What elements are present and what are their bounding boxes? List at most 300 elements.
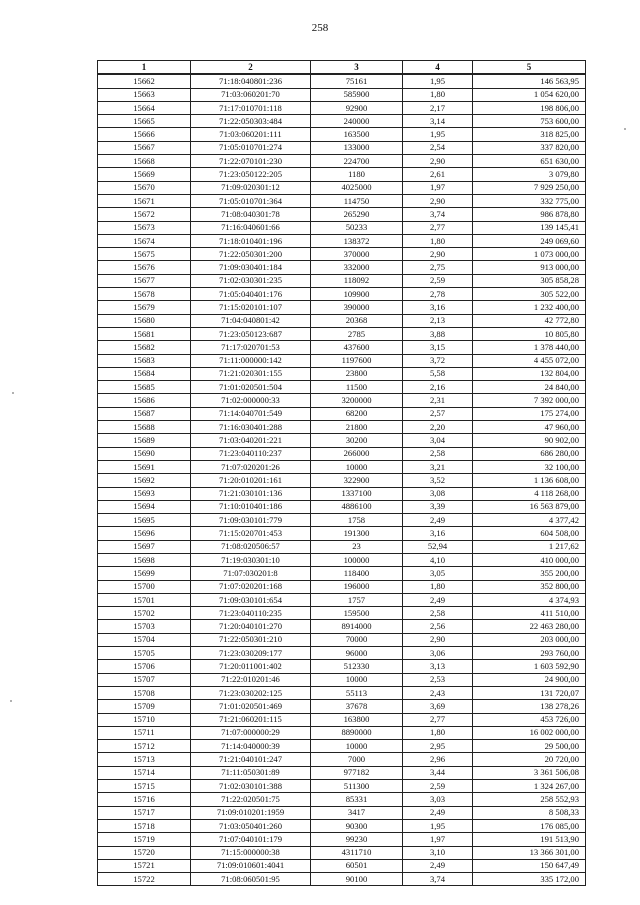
table-cell: 71:03:060201:70 — [191, 88, 311, 101]
table-cell: 1 378 440,00 — [473, 341, 586, 354]
table-cell: 71:21:040101:247 — [191, 753, 311, 766]
table-cell: 1758 — [311, 514, 403, 527]
table-cell: 3 361 506,08 — [473, 766, 586, 779]
table-cell: 332000 — [311, 261, 403, 274]
table-cell: 355 200,00 — [473, 567, 586, 580]
table-cell: 686 280,00 — [473, 447, 586, 460]
table-cell: 3,74 — [403, 873, 473, 886]
table-cell: 3,69 — [403, 700, 473, 713]
table-cell: 4 118 268,00 — [473, 487, 586, 500]
table-cell: 4 374,93 — [473, 593, 586, 606]
table-cell: 15684 — [98, 367, 191, 380]
table-cell: 52,94 — [403, 540, 473, 553]
table-row — [98, 647, 586, 660]
table-cell: 71:23:050123:687 — [191, 327, 311, 340]
table-cell: 42 772,80 — [473, 314, 586, 327]
table-cell: 71:02:000000:33 — [191, 394, 311, 407]
table-row — [98, 819, 586, 832]
table-cell: 3417 — [311, 806, 403, 819]
table-row — [98, 873, 586, 886]
table-header-row — [98, 61, 586, 75]
table-cell: 322900 — [311, 474, 403, 487]
table-cell: 977182 — [311, 766, 403, 779]
column-header: 4 — [403, 61, 473, 75]
table-cell: 71:15:000000:38 — [191, 846, 311, 859]
table-row — [98, 381, 586, 394]
table-cell: 3,08 — [403, 487, 473, 500]
table-cell: 3,03 — [403, 793, 473, 806]
table-cell: 15710 — [98, 713, 191, 726]
table-row — [98, 434, 586, 447]
table-cell: 15719 — [98, 833, 191, 846]
table-cell: 15683 — [98, 354, 191, 367]
table-cell: 266000 — [311, 447, 403, 460]
table-row — [98, 700, 586, 713]
table-row — [98, 713, 586, 726]
table-row — [98, 128, 586, 141]
table-cell: 8914000 — [311, 620, 403, 633]
table-cell: 71:11:050301:89 — [191, 766, 311, 779]
table-cell: 13 366 301,00 — [473, 846, 586, 859]
table-cell: 2,90 — [403, 194, 473, 207]
table-cell: 913 000,00 — [473, 261, 586, 274]
table-cell: 437600 — [311, 341, 403, 354]
table-cell: 71:07:020201:26 — [191, 460, 311, 473]
table-row — [98, 155, 586, 168]
table-cell: 71:19:030301:10 — [191, 553, 311, 566]
table-cell: 1757 — [311, 593, 403, 606]
table-cell: 71:02:030301:235 — [191, 274, 311, 287]
column-header: 1 — [98, 61, 191, 75]
table-row — [98, 274, 586, 287]
table-cell: 15709 — [98, 700, 191, 713]
table-cell: 15663 — [98, 88, 191, 101]
table-cell: 71:01:020501:469 — [191, 700, 311, 713]
table-cell: 20 720,00 — [473, 753, 586, 766]
table-cell: 71:07:020201:168 — [191, 580, 311, 593]
table-cell: 2,56 — [403, 620, 473, 633]
table-cell: 11500 — [311, 381, 403, 394]
table-cell: 15674 — [98, 234, 191, 247]
table-cell: 71:18:010401:196 — [191, 234, 311, 247]
table-cell: 71:22:050301:200 — [191, 248, 311, 261]
table-row — [98, 793, 586, 806]
table-cell: 1,97 — [403, 181, 473, 194]
table-row — [98, 806, 586, 819]
table-cell: 21800 — [311, 421, 403, 434]
table-cell: 2785 — [311, 327, 403, 340]
table-cell: 3,21 — [403, 460, 473, 473]
table-cell: 512330 — [311, 660, 403, 673]
table-cell: 15720 — [98, 846, 191, 859]
table-cell: 2,77 — [403, 221, 473, 234]
table-cell: 2,49 — [403, 514, 473, 527]
table-cell: 1197600 — [311, 354, 403, 367]
table-cell: 15685 — [98, 381, 191, 394]
table-cell: 71:15:020101:107 — [191, 301, 311, 314]
table-cell: 4025000 — [311, 181, 403, 194]
table-cell: 3,16 — [403, 301, 473, 314]
table-cell: 8 508,33 — [473, 806, 586, 819]
table-cell: 15715 — [98, 780, 191, 793]
table-cell: 92900 — [311, 101, 403, 114]
table-row — [98, 766, 586, 779]
table-row — [98, 620, 586, 633]
table-cell: 332 775,00 — [473, 194, 586, 207]
table-cell: 352 800,00 — [473, 580, 586, 593]
table-cell: 15718 — [98, 819, 191, 832]
table-cell: 71:04:040801:42 — [191, 314, 311, 327]
table-cell: 15687 — [98, 407, 191, 420]
table-cell: 3,39 — [403, 500, 473, 513]
table-cell: 71:09:010201:1959 — [191, 806, 311, 819]
table-cell: 410 000,00 — [473, 553, 586, 566]
table-cell: 4311710 — [311, 846, 403, 859]
table-cell: 15669 — [98, 168, 191, 181]
table-cell: 15670 — [98, 181, 191, 194]
table-row — [98, 580, 586, 593]
table-cell: 2,58 — [403, 447, 473, 460]
table-cell: 15696 — [98, 527, 191, 540]
table-cell: 15711 — [98, 726, 191, 739]
table-cell: 1 054 620,00 — [473, 88, 586, 101]
table-cell: 71:23:030202:125 — [191, 686, 311, 699]
table-cell: 71:08:020506:57 — [191, 540, 311, 553]
table-cell: 15676 — [98, 261, 191, 274]
table-row — [98, 593, 586, 606]
table-row — [98, 540, 586, 553]
table-body — [98, 74, 586, 886]
table-row — [98, 141, 586, 154]
table-row — [98, 447, 586, 460]
table-cell: 15693 — [98, 487, 191, 500]
table-cell: 224700 — [311, 155, 403, 168]
table-cell: 10000 — [311, 740, 403, 753]
table-cell: 15714 — [98, 766, 191, 779]
table-cell: 2,90 — [403, 633, 473, 646]
table-cell: 71:09:010601:4041 — [191, 859, 311, 872]
table-cell: 71:14:040000:39 — [191, 740, 311, 753]
table-row — [98, 660, 586, 673]
table-cell: 2,90 — [403, 248, 473, 261]
table-cell: 15703 — [98, 620, 191, 633]
table-cell: 2,59 — [403, 780, 473, 793]
table-cell: 71:23:040110:235 — [191, 607, 311, 620]
table-row — [98, 221, 586, 234]
table-cell: 71:07:040101:179 — [191, 833, 311, 846]
table-cell: 305 858,28 — [473, 274, 586, 287]
table-cell: 109900 — [311, 288, 403, 301]
table-row — [98, 194, 586, 207]
table-cell: 4,10 — [403, 553, 473, 566]
table-cell: 337 820,00 — [473, 141, 586, 154]
table-row — [98, 88, 586, 101]
table-cell: 60501 — [311, 859, 403, 872]
table-cell: 15700 — [98, 580, 191, 593]
table-cell: 24 840,00 — [473, 381, 586, 394]
table-cell: 2,20 — [403, 421, 473, 434]
table-cell: 15706 — [98, 660, 191, 673]
table-cell: 198 806,00 — [473, 101, 586, 114]
table-cell: 651 630,00 — [473, 155, 586, 168]
table-cell: 15691 — [98, 460, 191, 473]
table-cell: 71:21:020301:155 — [191, 367, 311, 380]
table-cell: 71:05:010701:274 — [191, 141, 311, 154]
table-row — [98, 514, 586, 527]
table-cell: 150 647,49 — [473, 859, 586, 872]
table-cell: 15721 — [98, 859, 191, 872]
table-row — [98, 686, 586, 699]
table-row — [98, 208, 586, 221]
table-cell: 753 600,00 — [473, 115, 586, 128]
table-row — [98, 248, 586, 261]
scan-speck — [12, 392, 14, 394]
table-cell: 15680 — [98, 314, 191, 327]
table-cell: 15665 — [98, 115, 191, 128]
table-cell: 10000 — [311, 460, 403, 473]
table-row — [98, 301, 586, 314]
table-cell: 139 145,41 — [473, 221, 586, 234]
table-cell: 71:05:040401:176 — [191, 288, 311, 301]
table-cell: 71:20:040101:270 — [191, 620, 311, 633]
table-cell: 15717 — [98, 806, 191, 819]
table-cell: 1,95 — [403, 128, 473, 141]
table-cell: 15695 — [98, 514, 191, 527]
table-row — [98, 833, 586, 846]
table-cell: 15722 — [98, 873, 191, 886]
table-cell: 2,96 — [403, 753, 473, 766]
table-cell: 118092 — [311, 274, 403, 287]
table-cell: 71:03:060201:111 — [191, 128, 311, 141]
table-cell: 2,49 — [403, 806, 473, 819]
table-cell: 71:03:050401:260 — [191, 819, 311, 832]
table-cell: 16 002 000,00 — [473, 726, 586, 739]
table-cell: 15697 — [98, 540, 191, 553]
table-row — [98, 846, 586, 859]
table-cell: 1,80 — [403, 580, 473, 593]
table-cell: 71:10:010401:186 — [191, 500, 311, 513]
table-cell: 305 522,00 — [473, 288, 586, 301]
table-row — [98, 74, 586, 88]
table-cell: 2,13 — [403, 314, 473, 327]
table-cell: 1337100 — [311, 487, 403, 500]
table-cell: 23 — [311, 540, 403, 553]
table-cell: 22 463 280,00 — [473, 620, 586, 633]
table-cell: 2,54 — [403, 141, 473, 154]
table-cell: 1,95 — [403, 819, 473, 832]
table-cell: 370000 — [311, 248, 403, 261]
table-cell: 133000 — [311, 141, 403, 154]
table-cell: 71:14:040701:549 — [191, 407, 311, 420]
table-cell: 70000 — [311, 633, 403, 646]
table-cell: 15678 — [98, 288, 191, 301]
table-cell: 1 073 000,00 — [473, 248, 586, 261]
table-cell: 138 278,26 — [473, 700, 586, 713]
table-cell: 71:11:000000:142 — [191, 354, 311, 367]
table-row — [98, 500, 586, 513]
table-row — [98, 115, 586, 128]
table-row — [98, 607, 586, 620]
table-row — [98, 327, 586, 340]
column-header: 3 — [311, 61, 403, 75]
table-cell: 7 392 000,00 — [473, 394, 586, 407]
table-cell: 8890000 — [311, 726, 403, 739]
table-cell: 2,61 — [403, 168, 473, 181]
table-row — [98, 394, 586, 407]
table-cell: 3,15 — [403, 341, 473, 354]
table-cell: 3,13 — [403, 660, 473, 673]
table-cell: 71:07:030201:8 — [191, 567, 311, 580]
table-cell: 24 900,00 — [473, 673, 586, 686]
column-header: 5 — [473, 61, 586, 75]
table-cell: 2,77 — [403, 713, 473, 726]
table-cell: 240000 — [311, 115, 403, 128]
table-cell: 71:17:010701:118 — [191, 101, 311, 114]
table-cell: 15682 — [98, 341, 191, 354]
table-cell: 15705 — [98, 647, 191, 660]
table-cell: 138372 — [311, 234, 403, 247]
table-row — [98, 474, 586, 487]
table-cell: 71:09:030401:184 — [191, 261, 311, 274]
table-cell: 90 902,00 — [473, 434, 586, 447]
table-cell: 15666 — [98, 128, 191, 141]
table-cell: 3,44 — [403, 766, 473, 779]
table-cell: 2,49 — [403, 593, 473, 606]
table-cell: 100000 — [311, 553, 403, 566]
table-cell: 15712 — [98, 740, 191, 753]
table-cell: 71:09:030101:654 — [191, 593, 311, 606]
table-cell: 1 324 267,00 — [473, 780, 586, 793]
table-cell: 2,58 — [403, 607, 473, 620]
table-cell: 132 804,00 — [473, 367, 586, 380]
table-cell: 131 720,07 — [473, 686, 586, 699]
table-row — [98, 101, 586, 114]
table-row — [98, 553, 586, 566]
table-cell: 3200000 — [311, 394, 403, 407]
table-cell: 2,59 — [403, 274, 473, 287]
table-cell: 1 603 592,90 — [473, 660, 586, 673]
table-cell: 71:22:050303:484 — [191, 115, 311, 128]
table-cell: 85331 — [311, 793, 403, 806]
table-cell: 15679 — [98, 301, 191, 314]
table-cell: 15686 — [98, 394, 191, 407]
table-row — [98, 341, 586, 354]
table-cell: 71:05:010701:364 — [191, 194, 311, 207]
table-cell: 15668 — [98, 155, 191, 168]
table-cell: 3,52 — [403, 474, 473, 487]
table-cell: 71:16:030401:288 — [191, 421, 311, 434]
table-cell: 1,80 — [403, 726, 473, 739]
table-row — [98, 181, 586, 194]
table-cell: 2,49 — [403, 859, 473, 872]
table-cell: 3,04 — [403, 434, 473, 447]
table-cell: 15662 — [98, 74, 191, 88]
table-cell: 55113 — [311, 686, 403, 699]
page-number: 258 — [311, 22, 329, 34]
table-cell: 159500 — [311, 607, 403, 620]
table-cell: 15708 — [98, 686, 191, 699]
table-cell: 16 563 879,00 — [473, 500, 586, 513]
table-cell: 75161 — [311, 74, 403, 88]
table-row — [98, 168, 586, 181]
table-cell: 71:22:020501:75 — [191, 793, 311, 806]
table-cell: 2,17 — [403, 101, 473, 114]
table-row — [98, 780, 586, 793]
table-cell: 15692 — [98, 474, 191, 487]
table-cell: 3,72 — [403, 354, 473, 367]
table-cell: 3,06 — [403, 647, 473, 660]
table-cell: 96000 — [311, 647, 403, 660]
table-cell: 2,16 — [403, 381, 473, 394]
table-cell: 453 726,00 — [473, 713, 586, 726]
table-cell: 71:21:060201:115 — [191, 713, 311, 726]
table-row — [98, 367, 586, 380]
table-row — [98, 314, 586, 327]
table-cell: 390000 — [311, 301, 403, 314]
table-cell: 3,05 — [403, 567, 473, 580]
table-cell: 71:23:040110:237 — [191, 447, 311, 460]
table-cell: 15701 — [98, 593, 191, 606]
table-cell: 2,75 — [403, 261, 473, 274]
table-cell: 15677 — [98, 274, 191, 287]
table-cell: 71:22:070101:230 — [191, 155, 311, 168]
table-cell: 71:22:010201:46 — [191, 673, 311, 686]
table-cell: 2,78 — [403, 288, 473, 301]
table-cell: 71:09:030101:779 — [191, 514, 311, 527]
table-cell: 68200 — [311, 407, 403, 420]
table-cell: 1,80 — [403, 234, 473, 247]
table-row — [98, 487, 586, 500]
table-cell: 23800 — [311, 367, 403, 380]
table-cell: 15704 — [98, 633, 191, 646]
table-cell: 511300 — [311, 780, 403, 793]
table-cell: 15675 — [98, 248, 191, 261]
table-cell: 99230 — [311, 833, 403, 846]
table-cell: 10 805,80 — [473, 327, 586, 340]
table-cell: 15664 — [98, 101, 191, 114]
table-row — [98, 354, 586, 367]
table-cell: 318 825,00 — [473, 128, 586, 141]
table-cell: 90300 — [311, 819, 403, 832]
table-cell: 114750 — [311, 194, 403, 207]
table-row — [98, 460, 586, 473]
table-cell: 15673 — [98, 221, 191, 234]
table-cell: 71:09:020301:12 — [191, 181, 311, 194]
table-cell: 15713 — [98, 753, 191, 766]
table-cell: 3,88 — [403, 327, 473, 340]
table-cell: 29 500,00 — [473, 740, 586, 753]
table-cell: 71:02:030101:388 — [191, 780, 311, 793]
table-cell: 71:18:040801:236 — [191, 74, 311, 88]
table-cell: 71:07:000000:29 — [191, 726, 311, 739]
table-cell: 1 232 400,00 — [473, 301, 586, 314]
table-cell: 146 563,95 — [473, 74, 586, 88]
table-cell: 196000 — [311, 580, 403, 593]
table-cell: 411 510,00 — [473, 607, 586, 620]
table-cell: 176 085,00 — [473, 819, 586, 832]
table-cell: 50233 — [311, 221, 403, 234]
table-row — [98, 261, 586, 274]
table-cell: 15690 — [98, 447, 191, 460]
table-cell: 1 136 608,00 — [473, 474, 586, 487]
table-cell: 15681 — [98, 327, 191, 340]
table-cell: 15699 — [98, 567, 191, 580]
table-cell: 71:16:040601:66 — [191, 221, 311, 234]
table-cell: 3,14 — [403, 115, 473, 128]
table-cell: 986 878,80 — [473, 208, 586, 221]
table-cell: 249 069,60 — [473, 234, 586, 247]
column-header: 2 — [191, 61, 311, 75]
